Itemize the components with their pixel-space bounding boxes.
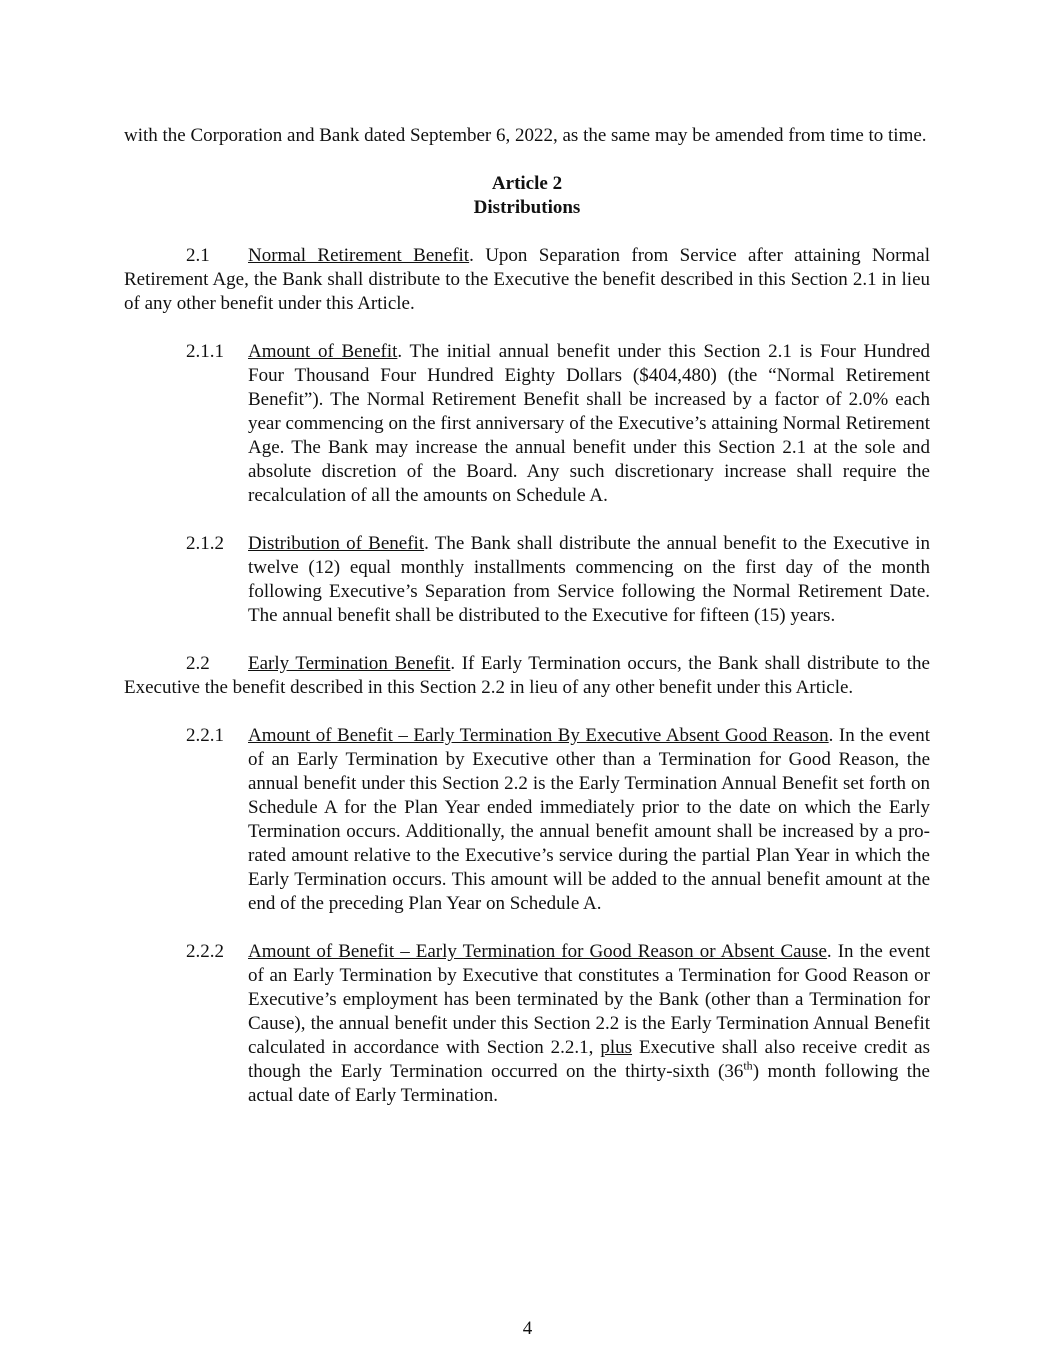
section-2-1-1 xyxy=(124,340,930,508)
section-text: . The initial annual benefit under this Section 2.1 is Four Hundred Four Thousand Four Hundred Eighty Dollars ($404,480) (the “Normal Retirement Benefit”). The Normal Retirement Benefit shall be increased by a factor of 2.0% each year commencing on the first anniversary of the Executive’s attaining Normal Retirement Age. The Bank may increase the annual benefit under this Section 2.1 at the sole and absolute discretion of the Board. Any such discretionary increase shall require the recalculation of all the amounts on Schedule A. xyxy=(248,341,931,506)
article-heading xyxy=(124,172,930,220)
document-page xyxy=(124,124,930,1108)
ordinal-superscript: th xyxy=(743,1058,753,1073)
article-number: Article 2 xyxy=(491,173,563,194)
section-heading: Distribution of Benefit xyxy=(248,533,425,554)
section-text: . If Early Termination occurs, the Bank shall distribute to the Executive the benefit described in this Section 2.2 in lieu of any other benefit under this Article. xyxy=(124,653,930,698)
section-number: 2.1.2 xyxy=(186,533,224,554)
article-title: Distributions xyxy=(473,197,581,218)
section-text: . Upon Separation from Service after attaining Normal Retirement Age, the Bank shall distribute to the Executive the benefit described in this Section 2.1 in lieu of any other benefit under this Article. xyxy=(124,245,930,314)
section-heading: Amount of Benefit – Early Termination By Executive Absent Good Reason xyxy=(248,725,829,746)
section-2-2-2 xyxy=(124,940,930,1108)
section-text: Executive shall also receive credit as though the Early Termination occurred on the thirty-sixth (36 xyxy=(248,1037,930,1082)
plus-emphasis: plus xyxy=(600,1037,633,1058)
section-2-1-2 xyxy=(124,532,930,628)
section-text: ) month following the actual date of Early Termination. xyxy=(248,1061,930,1106)
section-heading: Normal Retirement Benefit xyxy=(248,245,470,266)
section-number: 2.2 xyxy=(186,653,210,674)
section-text: . The Bank shall distribute the annual benefit to the Executive in twelve (12) equal monthly installments commencing on the first day of the month following Executive’s Separation from Service following the Normal Retirement Date. The annual benefit shall be distributed to the Executive for fifteen (15) years. xyxy=(248,533,930,626)
section-number: 2.2.2 xyxy=(186,941,224,962)
section-heading: Amount of Benefit – Early Termination for Good Reason or Absent Cause xyxy=(248,941,827,962)
section-body xyxy=(248,532,930,628)
section-body xyxy=(248,940,930,1108)
section-text: . In the event of an Early Termination by Executive that constitutes a Termination for Good Reason or Executive’s employment has been terminated by the Bank (other than a Termination for Cause), the annual benefit under this Section 2.2 is the Early Termination Annual Benefit calculated in accordance with Section 2.2.1, xyxy=(248,941,930,1058)
section-heading: Early Termination Benefit xyxy=(248,653,451,674)
section-number: 2.1.1 xyxy=(186,341,224,362)
page-number: 4 xyxy=(522,1318,533,1339)
section-number: 2.1 xyxy=(186,245,210,266)
section-body xyxy=(248,340,930,508)
section-text: . In the event of an Early Termination by Executive other than a Termination for Good Reason, the annual benefit under this Section 2.2 is the Early Termination Annual Benefit set forth on Schedule A for the Plan Year ended immediately prior to the date on which the Early Termination occurs. Additionally, the annual benefit amount shall be increased by a pro-rated amount relative to the Executive’s service during the partial Plan Year in which the Early Termination occurs. This amount will be added to the annual benefit amount at the end of the preceding Plan Year on Schedule A. xyxy=(248,725,930,914)
section-number: 2.2.1 xyxy=(186,725,224,746)
section-2-1 xyxy=(124,244,930,316)
section-2-2 xyxy=(124,652,930,700)
section-heading: Amount of Benefit xyxy=(248,341,398,362)
intro-paragraph: with the Corporation and Bank dated September 6, 2022, as the same may be amended from time to time. xyxy=(124,125,927,146)
section-body xyxy=(248,724,930,916)
section-2-2-1 xyxy=(124,724,930,916)
